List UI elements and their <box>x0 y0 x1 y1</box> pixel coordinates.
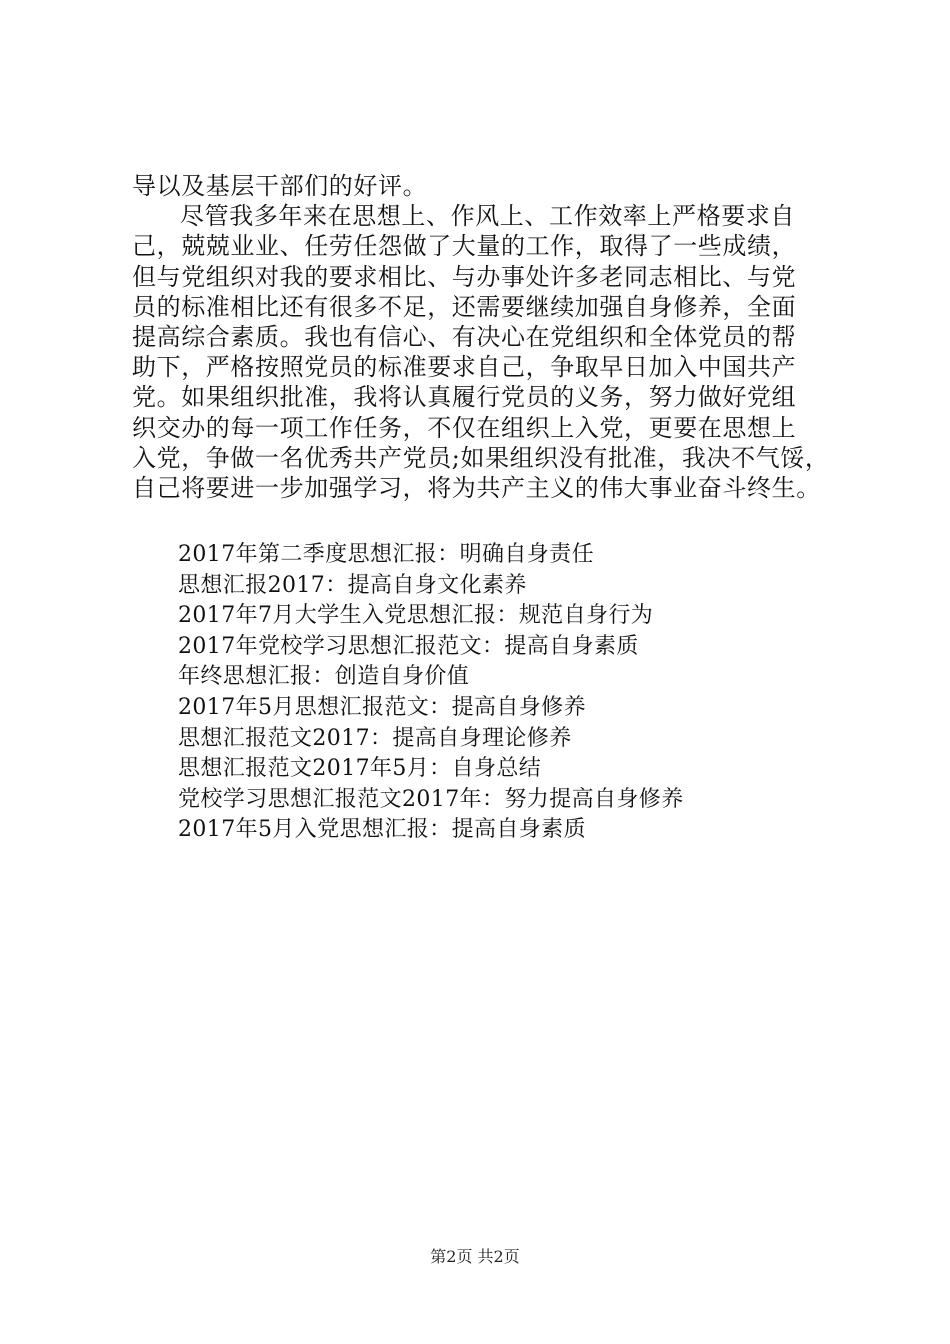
related-link[interactable]: 2017年5月思想汇报范文：提高自身修养 <box>178 694 586 720</box>
related-link[interactable]: 2017年党校学习思想汇报范文：提高自身素质 <box>178 633 639 659</box>
paragraph-line: 导以及基层干部们的好评。 <box>132 172 428 200</box>
related-link[interactable]: 思想汇报范文2017：提高自身理论修养 <box>178 725 572 751</box>
paragraph-line: 员的标准相比还有很多不足，还需要继续加强自身修养，全面 <box>132 292 797 321</box>
paragraph-line: 尽管我多年来在思想上、作风上、工作效率上严格要求自 <box>180 202 795 231</box>
paragraph-line: 己，兢兢业业、任劳任怨做了大量的工作，取得了一些成绩， <box>132 232 797 261</box>
related-link[interactable]: 思想汇报2017：提高自身文化素养 <box>178 572 527 598</box>
page-footer: 第2页 共2页 <box>430 1247 520 1266</box>
related-link[interactable]: 2017年7月大学生入党思想汇报：规范自身行为 <box>178 603 654 629</box>
paragraph-line: 自己将要进一步加强学习，将为共产主义的伟大事业奋斗终生。 <box>132 473 821 502</box>
related-link[interactable]: 2017年5月入党思想汇报：提高自身素质 <box>178 817 586 843</box>
paragraph-line: 党。如果组织批准，我将认真履行党员的义务，努力做好党组 <box>132 383 797 412</box>
related-links-list <box>178 540 858 846</box>
related-link[interactable]: 思想汇报范文2017年5月：自身总结 <box>178 756 542 782</box>
paragraph-line: 提高综合素质。我也有信心、有决心在党组织和全体党员的帮 <box>132 322 797 351</box>
paragraph-line: 织交办的每一项工作任务，不仅在组织上入党，更要在思想上 <box>132 413 797 442</box>
related-link[interactable]: 年终思想汇报：创造自身价值 <box>178 664 470 690</box>
paragraph-line: 但与党组织对我的要求相比、与办事处许多老同志相比、与党 <box>132 262 797 291</box>
body-paragraph <box>132 171 852 503</box>
paragraph-line: 助下，严格按照党员的标准要求自己，争取早日加入中国共产 <box>132 353 797 382</box>
related-link[interactable]: 党校学习思想汇报范文2017年：努力提高自身修养 <box>178 786 684 812</box>
paragraph-line: 入党，争做一名优秀共产党员;如果组织没有批准，我决不气馁， <box>132 443 830 472</box>
related-link[interactable]: 2017年第二季度思想汇报：明确自身责任 <box>178 542 594 567</box>
